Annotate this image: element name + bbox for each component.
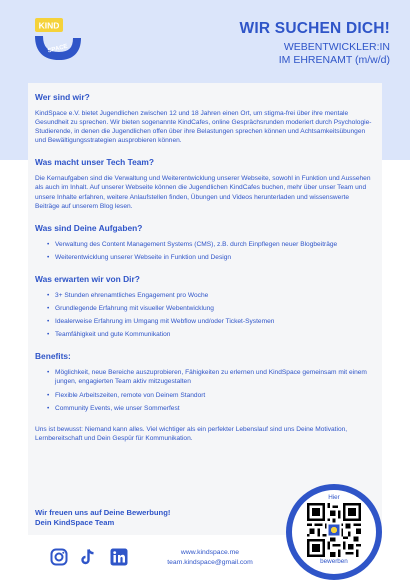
- tiktok-icon: [80, 548, 96, 566]
- section-tech-team: [35, 157, 373, 210]
- signoff: [35, 508, 255, 528]
- section-heading: Was sind Deine Aufgaben?: [35, 222, 143, 233]
- task-list: [35, 240, 373, 262]
- logo-word-space: SPACE: [47, 43, 69, 55]
- list-item: • 3+ Stunden ehrenamtliches Engagement pro Woche: [47, 291, 373, 300]
- contact-info: [150, 548, 270, 567]
- header: [240, 20, 390, 66]
- section-tasks: [35, 223, 373, 262]
- instagram-icon: [50, 548, 68, 566]
- section-heading: Benefits:: [35, 351, 71, 362]
- section-heading: Was erwarten wir von Dir?: [35, 273, 140, 284]
- job-title-line2: IM EHRENAMT (m/w/d): [278, 53, 390, 66]
- expectation-list: [35, 291, 373, 339]
- linkedin-link[interactable]: [110, 548, 128, 566]
- tiktok-link[interactable]: [80, 548, 96, 566]
- section-benefits: [35, 351, 373, 412]
- website-link[interactable]: www.kindspace.me: [180, 549, 240, 556]
- section-heading: Was macht unser Tech Team?: [35, 157, 154, 168]
- list-item: • Idealerweise Erfahrung im Umgang mit Webflow und/oder Ticket-Systemen: [47, 317, 373, 326]
- closing-text: Uns ist bewusst: Niemand kann alles. Viel wichtiger als ein perfekter Lebenslauf sind uns Deine Motivation, Lernbereitschaft und Dein Gespür für Kommunikation.: [35, 425, 348, 442]
- list-item: • Flexible Arbeitszeiten, remote von Deinem Standort: [47, 391, 373, 400]
- list-item: • Verwaltung des Content Management Systems (CMS), z.B. durch Einpflegen neuer Blogbeiträge: [47, 240, 373, 249]
- list-item: • Möglichkeit, neue Bereiche auszuprobieren, Fähigkeiten zu erlernen und KindSpace gemeinsam mit einem jungen, engagierten Team aktiv mitzugestalten: [47, 368, 373, 386]
- section-text: KindSpace e.V. bietet Jugendlichen zwischen 12 und 18 Jahren einen Ort, um stigma-frei über ihre mentale Gesundheit zu sprechen. Wir bieten sogenannte KindCafes, online Gesprächsrunden moderiert durch Psychologie-Studierende, in denen die Jugendlichen offen über ihre Belastungen sprechen können und Achtsamkeitsübungen und Bewältigungsstrategien ausprobieren können.: [35, 110, 372, 145]
- qr-label-top: Hier: [328, 494, 340, 501]
- signoff-line2: Dein KindSpace Team: [35, 518, 115, 527]
- section-heading: Wer sind wir?: [35, 92, 90, 102]
- section-about-us: [35, 92, 373, 145]
- list-item: • Teamfähigkeit und gute Kommunikation: [47, 330, 373, 339]
- page-title: WIR SUCHEN DICH!: [239, 20, 390, 37]
- list-item: • Weiterentwicklung unserer Webseite in Funktion und Design: [47, 253, 373, 262]
- signoff-line1: Wir freuen uns auf Deine Bewerbung!: [35, 508, 171, 517]
- job-description: [35, 92, 373, 443]
- job-title-line1: WEBENTWICKLER:IN: [283, 41, 390, 53]
- qr-label-bottom: bewerben: [320, 558, 348, 565]
- linkedin-icon: [110, 548, 128, 566]
- list-item: • Grundlegende Erfahrung mit visueller Webentwicklung: [47, 304, 373, 313]
- qr-code-icon[interactable]: [307, 503, 361, 557]
- logo-word-kind: KIND: [38, 20, 60, 31]
- instagram-link[interactable]: [50, 548, 68, 566]
- kindspace-logo: [33, 14, 81, 60]
- section-text: Die Kernaufgaben sind die Verwaltung und Weiterentwicklung unserer Webseite, sowohl in Funktion und Aussehen als auch im Inhalt. Auf unserer Webseite können die Jugendlichen KindCafes buchen, mehr über unser Team und unsere Inhalte erfahren, weitere Anlaufstellen finden, Übungen und Videos herunterladen und wissenswerte Beiträge auf unserem Blog lesen.: [35, 175, 371, 210]
- section-expectations: [35, 274, 373, 339]
- benefit-list: [35, 368, 373, 412]
- list-item: • Community Events, wie unser Sommerfest: [47, 404, 373, 413]
- email-link[interactable]: team.kindspace@gmail.com: [167, 558, 253, 566]
